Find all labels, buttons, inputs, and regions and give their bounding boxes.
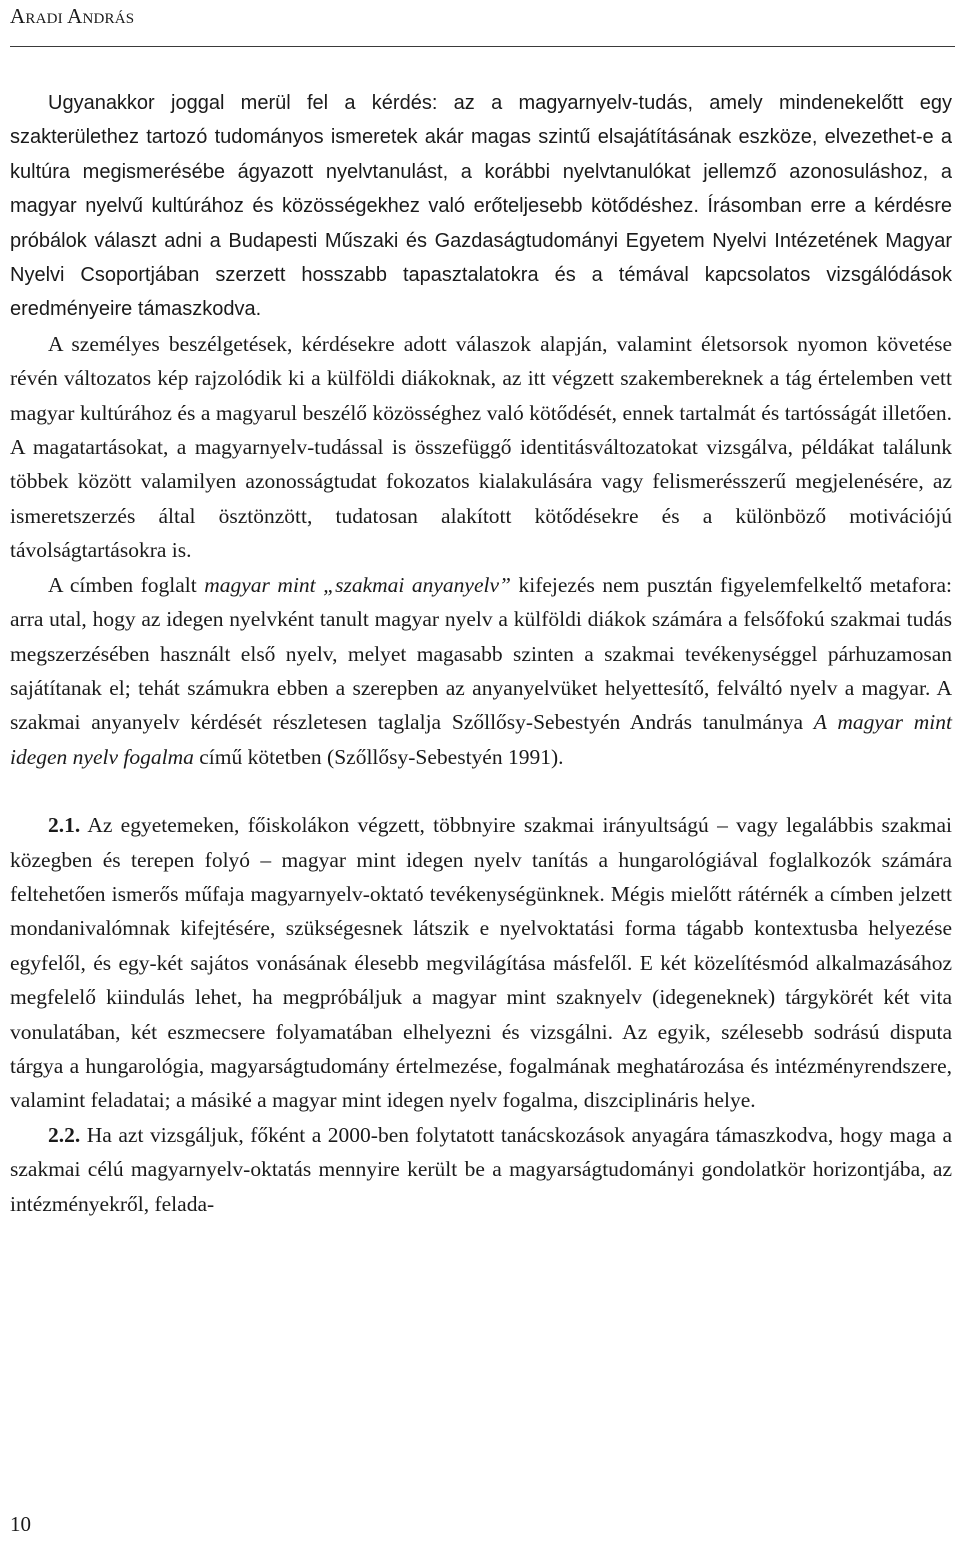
- running-head: Aradi András: [10, 4, 135, 28]
- paragraph-text: című kötetben (Szőllősy-Sebestyén 1991).: [193, 744, 564, 769]
- section-text: Ha azt vizsgáljuk, főként a 2000-ben folytatott tanácskozások anyagára támaszkodva, hogy maga a szakmai célú magyarnyelv-oktatás mennyire került be a magyarságtudományi gondolatkör horizontjába, az intézményekről, felada-: [10, 1122, 952, 1216]
- section-number: 2.2.: [48, 1122, 81, 1147]
- section-text: Az egyetemeken, főiskolákon végzett, többnyire szakmai irányultságú – vagy legalábbis szakmai közegben és terepen folyó – magyar mint idegen nyelv tanítás a hungarológiával foglalkozók számára feltehetően ismerős műfaja magyarnyelv-oktató tevékenységünknek. Mégis mielőtt rátérnék a címben jelzett mondanivalómnak kifejtésére, szükségesnek látszik e nyelvoktatási forma tágabb kontextusba helyezése egyfelől, és egy-két sajátos vonásának élesebb megvilágítása másfelől. E két közelítésmód alkalmazásához megfelelő kiindulás lehet, ha megpróbáljuk a magyar mint szaknyelv (idegeneknek) tárgykörét két vita vonulatában, két eszmecsere folyamatában elhelyezni és vizsgálni. Az egyik, szélesebb sodrású disputa tárgya a hungarológia, magyarságtudomány értelmezése, fogalmának meghatározása és intézményrendszere, valamint feladatai; a másiké a magyar mint idegen nyelv fogalma, diszciplináris helye.: [10, 813, 952, 1113]
- section-2-1: [10, 808, 952, 1118]
- italic-term: magyar mint „szakmai anyanyelv”: [204, 572, 511, 597]
- paragraph-identity-question: Ugyanakkor joggal merül fel a kérdés: az a magyarnyelv-tudás, amely mindenekelőtt egy szakterülethez tartozó tudományos ismeretek akár magas szintű elsajátításának eszköze, elvezethet-e a kultúra megismerésébe ágyazott nyelvtanulást, a korábbi nyelvtanulókat jellemző azonosuláshoz, a magyar nyelvű kultúrához és közösségekhez való erőteljesebb kötődéshez. Írásomban erre a kérdésre próbálok választ adni a Budapesti Műszaki és Gazdaságtudományi Egyetem Nyelvi Intézetének Magyar Nyelvi Csoportjában szerzett hosszabb tapasztalatokra és a témával kapcsolatos vizsgálódások eredményeire támaszkodva.: [10, 92, 952, 321]
- italic-book-title: A magyar mint idegen nyelv fogalma: [10, 710, 952, 769]
- header-rule: [10, 46, 955, 47]
- page-number: 10: [10, 1512, 31, 1536]
- paragraph-text: kifejezés nem pusztán figyelemfelkeltő metafora: arra utal, hogy az idegen nyelvként tanult magyar nyelv a külföldi diákok számára a felsőfokú szakmai tudás megszerzésében használt első nyelv, melyet magasabb szinten a szakmai tevékenységgel párhuzamosan sajátítanak el; tehát számukra ebben a szerepben az anyanyelvüket helyettesítő, felváltó nyelv a magyar. A szakmai anyanyelv kérdését részletesen taglalja Szőllősy-Sebestyén András tanulmánya: [10, 572, 952, 735]
- section-2-2: [10, 1118, 952, 1221]
- paragraph-title-explanation: [10, 568, 952, 774]
- paragraph-personal-conversations: A személyes beszélgetések, kérdésekre adott válaszok alapján, valamint életsorsok nyomon követése révén változatos kép rajzolódik ki a külföldi diákoknak, az itt végzett szakembereknek a tág értelemben vett magyar kultúrához és a magyarul beszélő közösséghez való kötődését, ennek tartalmát és tartósságát illetően. A magatartásokat, a magyarnyelv-tudással is összefüggő identitásváltozatokat vizsgálva, példákat találunk többek között valamilyen azonosságtudat fokozatos kialakulására vagy felismerésszerű megjelenésére, az ismeretszerzés által ösztönzött, tudatosan alakított kötődésekre és a különböző motivációjú távolságtartásokra is.: [10, 331, 952, 563]
- section-number: 2.1.: [48, 813, 81, 838]
- paragraph-text: A címben foglalt: [48, 572, 205, 597]
- body-text: [10, 86, 952, 1221]
